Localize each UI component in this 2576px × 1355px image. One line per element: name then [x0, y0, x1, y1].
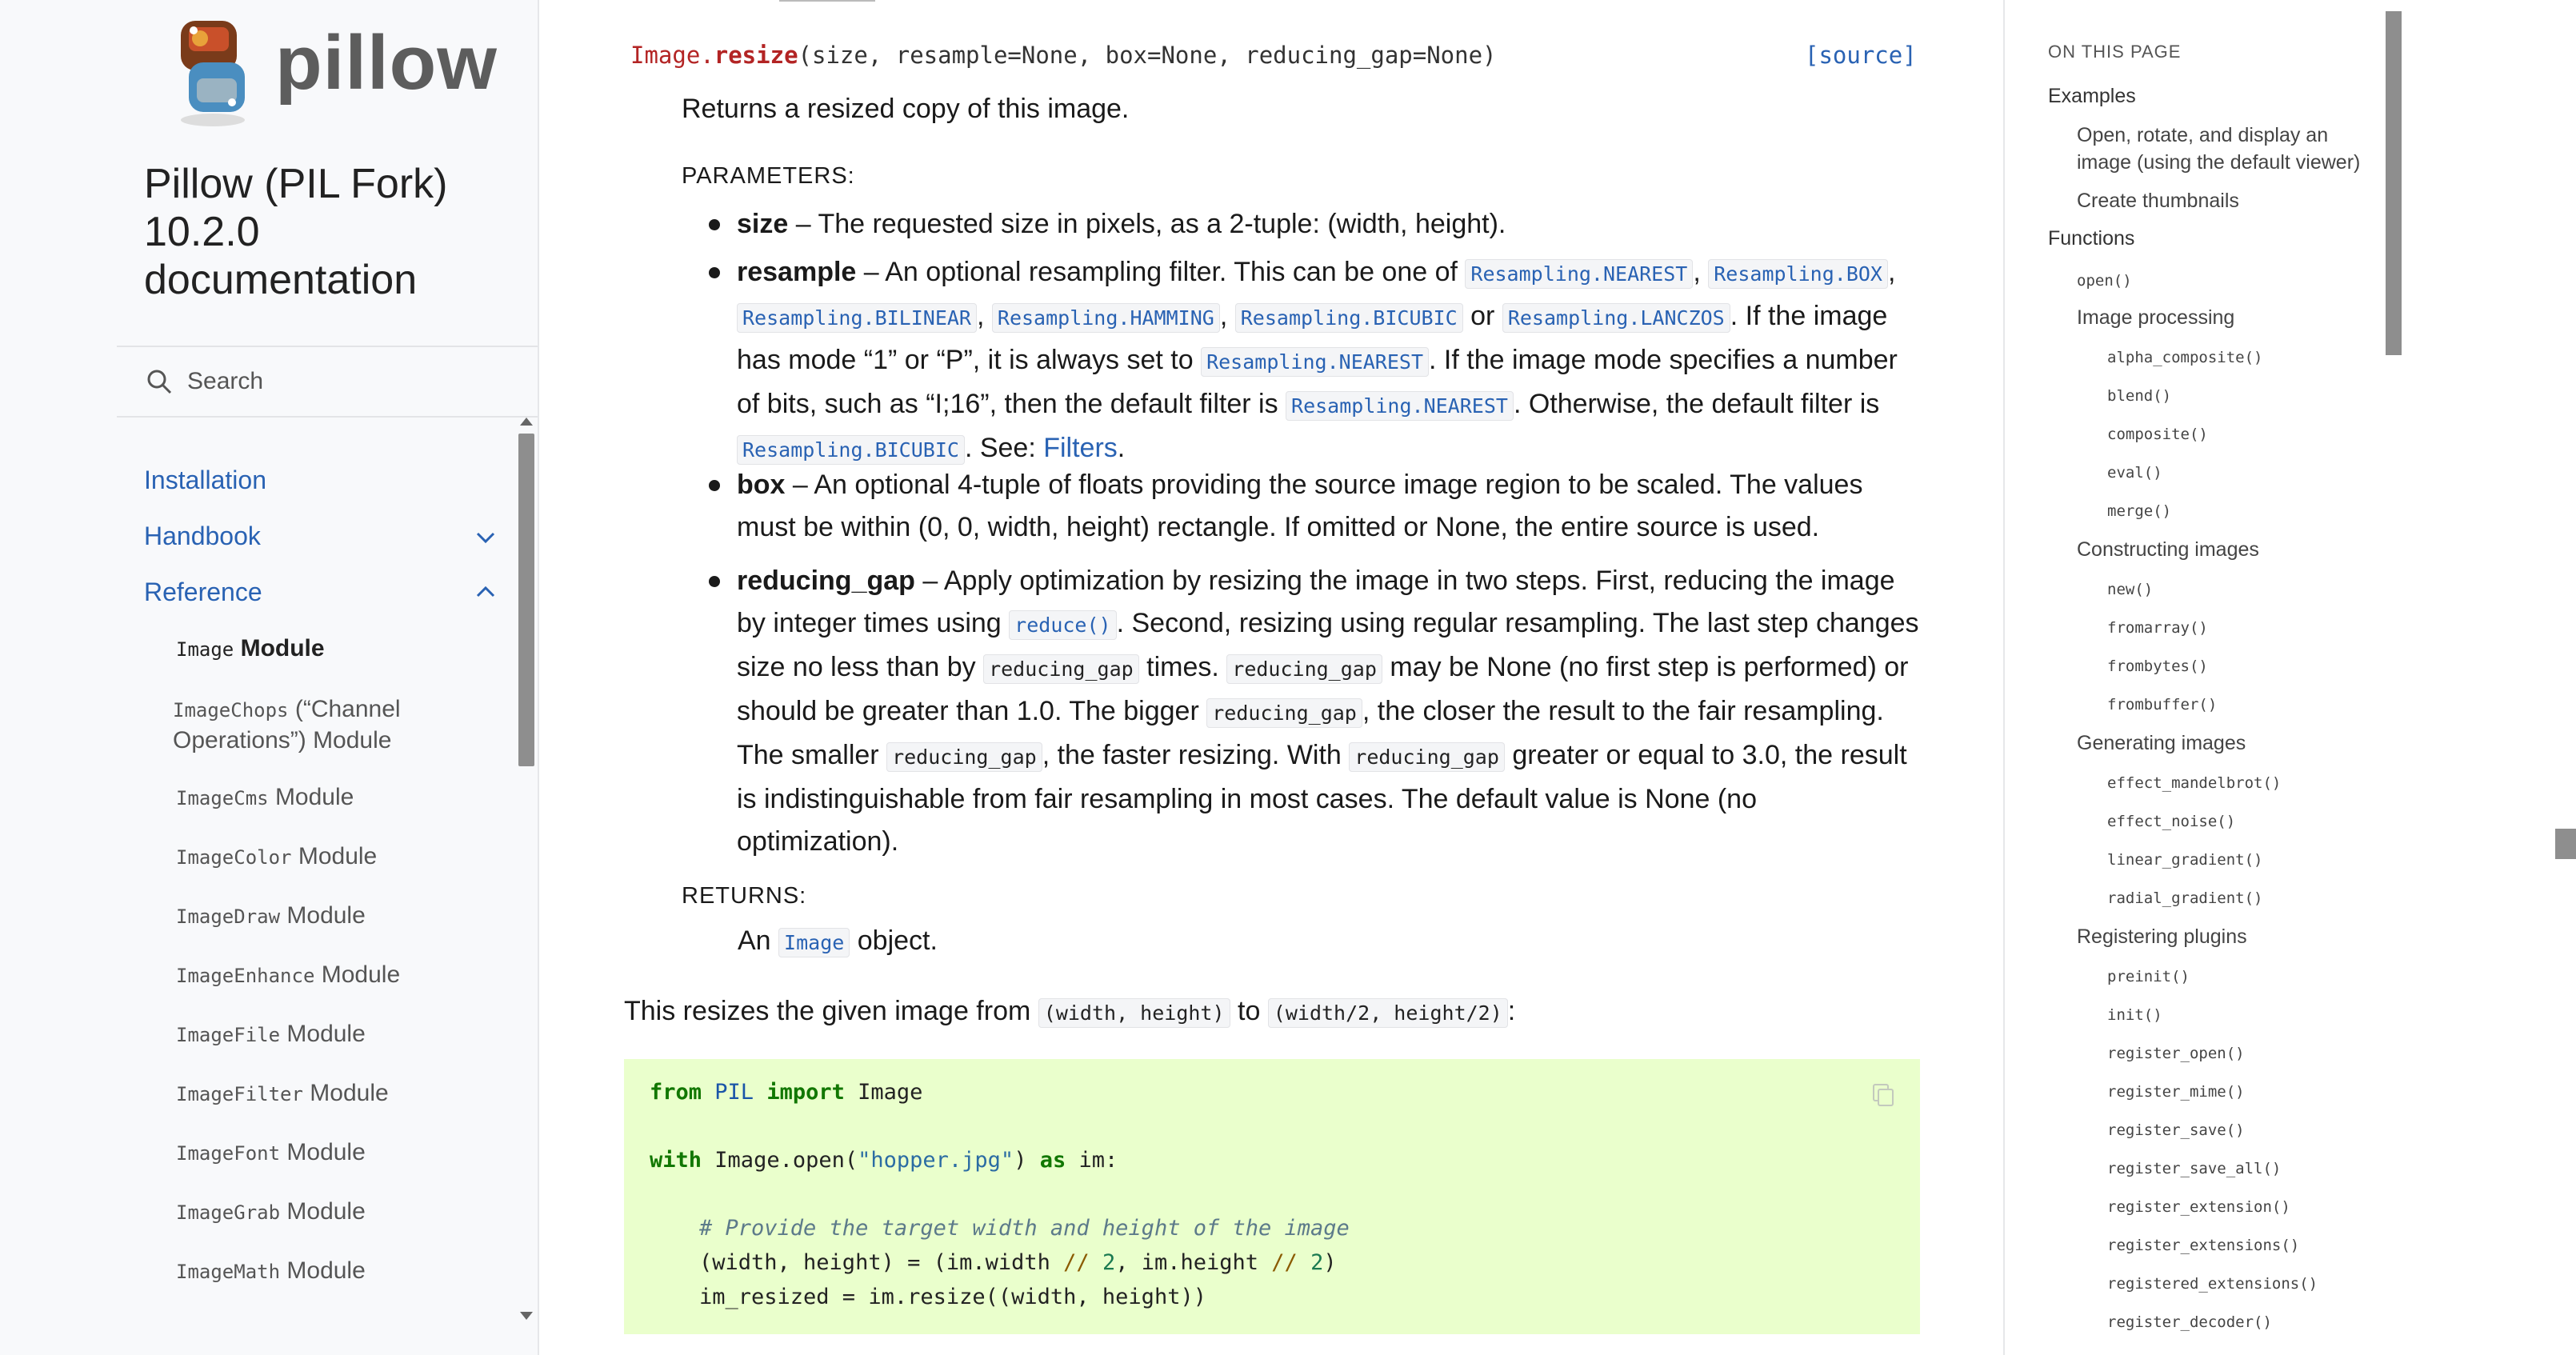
- module-suffix: Module: [310, 1080, 389, 1106]
- bullet-dot: [709, 576, 720, 587]
- nav-imagefont-module[interactable]: [176, 1137, 496, 1169]
- inline-code: (width, height): [1038, 998, 1230, 1028]
- toc-item[interactable]: init(): [2107, 1006, 2162, 1024]
- resampling-hamming-link[interactable]: [992, 301, 1220, 331]
- top-fragment-line: [779, 0, 875, 2]
- resampling-nearest-link[interactable]: [1286, 389, 1514, 419]
- module-suffix: Module: [286, 1139, 366, 1165]
- returns-label: RETURNS:: [682, 883, 807, 909]
- resampling-nearest-link[interactable]: [1201, 345, 1429, 375]
- code-token: //: [1063, 1250, 1090, 1275]
- module-suffix: Module: [286, 1257, 366, 1284]
- scroll-up-arrow-icon[interactable]: [520, 418, 533, 426]
- resampling-bicubic-link[interactable]: [1235, 301, 1463, 331]
- main-content: [539, 0, 2003, 1355]
- toc-image-processing[interactable]: Image processing: [2077, 306, 2235, 329]
- method-signature: [630, 42, 1497, 69]
- returns-text: object.: [850, 925, 938, 956]
- param-desc: . Second, resizing using regular resampling. The last step changes size no less than by: [737, 608, 1919, 682]
- code-token: , im.height: [1115, 1250, 1272, 1275]
- sidebar-scrollbar-thumb[interactable]: [518, 434, 534, 766]
- code-ref: Resampling.BICUBIC: [737, 435, 965, 465]
- code-token: # Provide the target width and height of the image: [699, 1216, 1350, 1241]
- toc-item[interactable]: registered_extensions(): [2107, 1275, 2318, 1293]
- code-token: import: [766, 1080, 845, 1105]
- resampling-lanczos-link[interactable]: [1502, 301, 1730, 331]
- scroll-down-arrow-icon[interactable]: [520, 1312, 533, 1320]
- nav-imagefile-module[interactable]: [176, 1019, 496, 1050]
- module-name: ImageCms: [176, 787, 269, 809]
- toc-item[interactable]: register_mime(): [2107, 1083, 2245, 1101]
- toc-examples[interactable]: Examples: [2048, 85, 2136, 107]
- chevron-down-icon[interactable]: [475, 531, 496, 544]
- inline-code: reducing_gap: [1349, 742, 1505, 772]
- toc-item[interactable]: effect_mandelbrot(): [2107, 774, 2282, 792]
- param-desc: greater or equal to 3.0, the result is indistinguishable from fair resampling in most cases. The default value is None (no optimization).: [737, 740, 1907, 857]
- returns-value: [738, 920, 938, 964]
- code-token: PIL: [714, 1080, 754, 1105]
- toc-item[interactable]: register_decoder(): [2107, 1313, 2272, 1331]
- code-token: (width, height) = (im.width: [699, 1250, 1064, 1275]
- signature-method: resize: [714, 42, 798, 69]
- nav-imagemath-module[interactable]: [176, 1256, 496, 1287]
- module-suffix: Module: [298, 843, 378, 869]
- toc-item[interactable]: register_extensions(): [2107, 1237, 2300, 1254]
- module-suffix: Module: [286, 902, 366, 929]
- module-name: ImageChops: [173, 699, 289, 721]
- param-desc: . Otherwise, the default filter is: [1513, 389, 1880, 419]
- on-this-page-toc: [2003, 0, 2576, 1355]
- python-snake-logo-icon: [165, 16, 261, 130]
- text-or: or: [1462, 301, 1495, 331]
- resampling-bicubic-link[interactable]: [737, 433, 965, 463]
- param-reducing-gap: [737, 560, 1921, 863]
- chevron-up-icon[interactable]: [475, 586, 496, 598]
- param-desc: – The requested size in pixels, as a 2-tuple: (width, height).: [788, 209, 1506, 239]
- code-token: 2: [1310, 1250, 1324, 1275]
- module-name: ImageEnhance: [176, 965, 315, 987]
- code-ref: Resampling.BICUBIC: [1235, 303, 1463, 333]
- nav-imagecms-module[interactable]: [176, 782, 496, 813]
- toc-item[interactable]: radial_gradient(): [2107, 889, 2263, 907]
- code-line-1: [650, 1080, 922, 1105]
- toc-heading: ON THIS PAGE: [2048, 42, 2182, 62]
- param-box: [737, 464, 1921, 549]
- module-name: ImageDraw: [176, 905, 281, 928]
- param-desc: . If the image has mode “1” or “P”, it is always set to: [737, 301, 1888, 375]
- code-ref: Resampling.BOX: [1708, 259, 1888, 289]
- module-name: ImageFont: [176, 1142, 281, 1165]
- module-suffix: Module: [274, 784, 354, 810]
- resampling-bilinear-link[interactable]: [737, 301, 977, 331]
- resampling-box-link[interactable]: [1708, 257, 1888, 287]
- toc-item[interactable]: composite(): [2107, 426, 2208, 443]
- parameters-label: PARAMETERS:: [682, 163, 855, 189]
- bullet-dot: [709, 219, 720, 230]
- toc-constructing-images[interactable]: Constructing images: [2077, 538, 2259, 561]
- module-name: ImageFile: [176, 1024, 281, 1046]
- param-name: size: [737, 209, 789, 239]
- source-link[interactable]: [source]: [1805, 42, 1917, 69]
- inline-code: (width/2, height/2): [1268, 998, 1508, 1028]
- toc-item[interactable]: linear_gradient(): [2107, 851, 2263, 869]
- toc-item[interactable]: alpha_composite(): [2107, 349, 2263, 366]
- nav-installation[interactable]: Installation: [144, 466, 266, 494]
- toc-item[interactable]: register_save_all(): [2107, 1160, 2282, 1177]
- code-ref: Resampling.LANCZOS: [1502, 303, 1730, 333]
- module-suffix: Module: [321, 961, 401, 988]
- copy-icon[interactable]: [1870, 1081, 1896, 1107]
- search-input[interactable]: [186, 360, 509, 403]
- module-suffix: Module: [240, 635, 325, 662]
- example-intro: [624, 990, 1515, 1034]
- returns-text: An: [738, 925, 779, 956]
- toc-item[interactable]: preinit(): [2107, 968, 2190, 985]
- code-token: as: [1039, 1148, 1066, 1173]
- toc-item[interactable]: blend(): [2107, 387, 2172, 405]
- code-token: Image.open(: [714, 1148, 858, 1173]
- toc-item[interactable]: register_open(): [2107, 1045, 2245, 1062]
- example-text: to: [1230, 996, 1268, 1026]
- module-suffix: Module: [286, 1198, 366, 1225]
- signature-args: (size, resample=None, box=None, reducing_gap=None): [798, 42, 1497, 69]
- bullet-dot: [709, 480, 720, 491]
- param-size: [737, 203, 1921, 246]
- param-desc: , the closer the result to the fair resampling. The smaller: [737, 696, 1884, 770]
- nav-imagedraw-module[interactable]: [176, 901, 496, 932]
- param-desc: – Apply optimization by resizing the image in two steps. First, reducing the image by integer times using: [737, 566, 1895, 638]
- toc-item[interactable]: frombuffer(): [2107, 696, 2218, 713]
- code-token: ): [1014, 1148, 1027, 1173]
- nav-reference[interactable]: Reference: [144, 578, 262, 606]
- param-desc: . If the image mode specifies a number of bits, such as “I;16”, then the default filter is: [737, 345, 1898, 419]
- param-desc: may be None (no first step is performed) or should be greater than 1.0. The bigger: [737, 652, 1909, 726]
- toc-item[interactable]: new(): [2107, 581, 2154, 598]
- toc-open[interactable]: open(): [2077, 272, 2132, 290]
- nav-imagefilter-module[interactable]: [176, 1078, 496, 1109]
- code-ref: Resampling.HAMMING: [992, 303, 1220, 333]
- nav-imageenhance-module[interactable]: [176, 960, 496, 991]
- code-token: im_resized = im.resize((width, height)): [699, 1285, 1206, 1309]
- param-desc: times.: [1138, 652, 1227, 682]
- code-ref: Resampling.BILINEAR: [737, 303, 977, 333]
- inline-code: reducing_gap: [1226, 654, 1382, 684]
- param-resample: resample – An optional resampling filter. This can be one of Resampling.NEAREST , Resampling.BOX , Resampling.BILINEAR , Resampling.HAMMING , Resampling.BICUBIC or Resampling.LANCZOS . If the image has mode “1” or “P”, it is always set to Resampling.NEAREST . If the image mode specifies a number of bits, such as “I;16”, then the default filter is Resampling.NEAREST . Otherwise, the default filter is Resampling.BICUBIC . See: Filters.: [737, 257, 1898, 463]
- toc-registering-plugins[interactable]: Registering plugins: [2077, 925, 2247, 948]
- toc-generating-images[interactable]: Generating images: [2077, 732, 2246, 754]
- code-ref: Resampling.NEAREST: [1286, 391, 1514, 421]
- example-text: This resizes the given image from: [624, 996, 1038, 1026]
- toc-example-thumbnails[interactable]: Create thumbnails: [2077, 190, 2239, 212]
- toc-item[interactable]: merge(): [2107, 502, 2172, 520]
- logo-wordmark: pillow: [275, 20, 498, 106]
- pillow-logo[interactable]: [165, 16, 501, 130]
- toc-item[interactable]: effect_noise(): [2107, 813, 2236, 830]
- module-name: ImageFilter: [176, 1083, 303, 1105]
- module-name: ImageGrab: [176, 1201, 281, 1224]
- code-ref: reduce(): [1009, 610, 1116, 640]
- inline-code: reducing_gap: [1206, 698, 1362, 728]
- example-text: :: [1507, 996, 1516, 1026]
- inline-code: reducing_gap: [983, 654, 1139, 684]
- nav-imagecolor-module[interactable]: [176, 841, 496, 873]
- module-name: ImageColor: [176, 846, 292, 869]
- code-line-3: [699, 1216, 1350, 1241]
- code-token: im:: [1078, 1148, 1118, 1173]
- project-title[interactable]: Pillow (PIL Fork) 10.2.0 documentation: [144, 161, 448, 303]
- module-name: Image: [176, 638, 234, 661]
- module-suffix: (“Channel Operations”) Module: [173, 696, 401, 753]
- param-name: resample: [737, 257, 857, 287]
- method-description: Returns a resized copy of this image.: [682, 94, 1130, 124]
- module-suffix: Module: [286, 1021, 366, 1047]
- nav-imagechops-module[interactable]: [173, 694, 493, 756]
- nav-imagegrab-module[interactable]: [176, 1197, 496, 1228]
- code-ref: Resampling.NEAREST: [1465, 259, 1693, 289]
- code-token: 2: [1102, 1250, 1116, 1275]
- signature-class: Image.: [630, 42, 714, 69]
- toc-item[interactable]: eval(): [2107, 464, 2162, 482]
- toc-example-open-rotate[interactable]: Open, rotate, and display an image (using the default viewer): [2077, 124, 2361, 174]
- image-class-link[interactable]: [778, 925, 850, 956]
- param-desc: , the faster resizing. With: [1042, 740, 1350, 770]
- resampling-nearest-link[interactable]: [1465, 257, 1693, 287]
- code-line-4: [699, 1250, 1337, 1275]
- param-desc: – An optional 4-tuple of floats providing the source image region to be scaled. The values must be within (0, 0, width, height) rectangle. If omitted or None, the entire source is used.: [737, 470, 1863, 542]
- code-ref: Image: [778, 928, 850, 957]
- code-line-2: [650, 1148, 1118, 1173]
- code-token: from: [650, 1080, 702, 1105]
- bullet-dot: [709, 267, 720, 278]
- toc-item[interactable]: fromarray(): [2107, 619, 2208, 637]
- param-desc: . See:: [964, 433, 1044, 463]
- reduce-link[interactable]: [1009, 608, 1116, 638]
- nav-image-module[interactable]: [176, 634, 496, 665]
- toc-item[interactable]: frombytes(): [2107, 658, 2208, 675]
- code-line-5: [699, 1285, 1206, 1309]
- code-token: Image: [858, 1080, 923, 1105]
- page-scrollbar-thumb[interactable]: [2555, 829, 2576, 859]
- code-token: //: [1271, 1250, 1298, 1275]
- search-icon: [146, 368, 173, 395]
- toc-item[interactable]: register_extension(): [2107, 1198, 2290, 1216]
- param-desc: – An optional resampling filter. This can be one of: [856, 257, 1466, 287]
- left-sidebar: [0, 0, 539, 1355]
- toc-item[interactable]: register_save(): [2107, 1121, 2245, 1139]
- filters-link[interactable]: Filters: [1043, 433, 1118, 463]
- toc-scrollbar-thumb[interactable]: [2386, 11, 2402, 355]
- param-name: box: [737, 470, 786, 500]
- code-token: ): [1323, 1250, 1337, 1275]
- inline-code: reducing_gap: [886, 742, 1042, 772]
- module-name: ImageMath: [176, 1261, 281, 1283]
- toc-functions[interactable]: Functions: [2048, 227, 2135, 250]
- code-token: with: [650, 1148, 702, 1173]
- code-ref: Resampling.NEAREST: [1201, 347, 1429, 377]
- param-name: reducing_gap: [737, 566, 915, 596]
- nav-handbook[interactable]: Handbook: [144, 522, 261, 550]
- sidebar-search[interactable]: [117, 347, 538, 418]
- code-token: "hopper.jpg": [858, 1148, 1014, 1173]
